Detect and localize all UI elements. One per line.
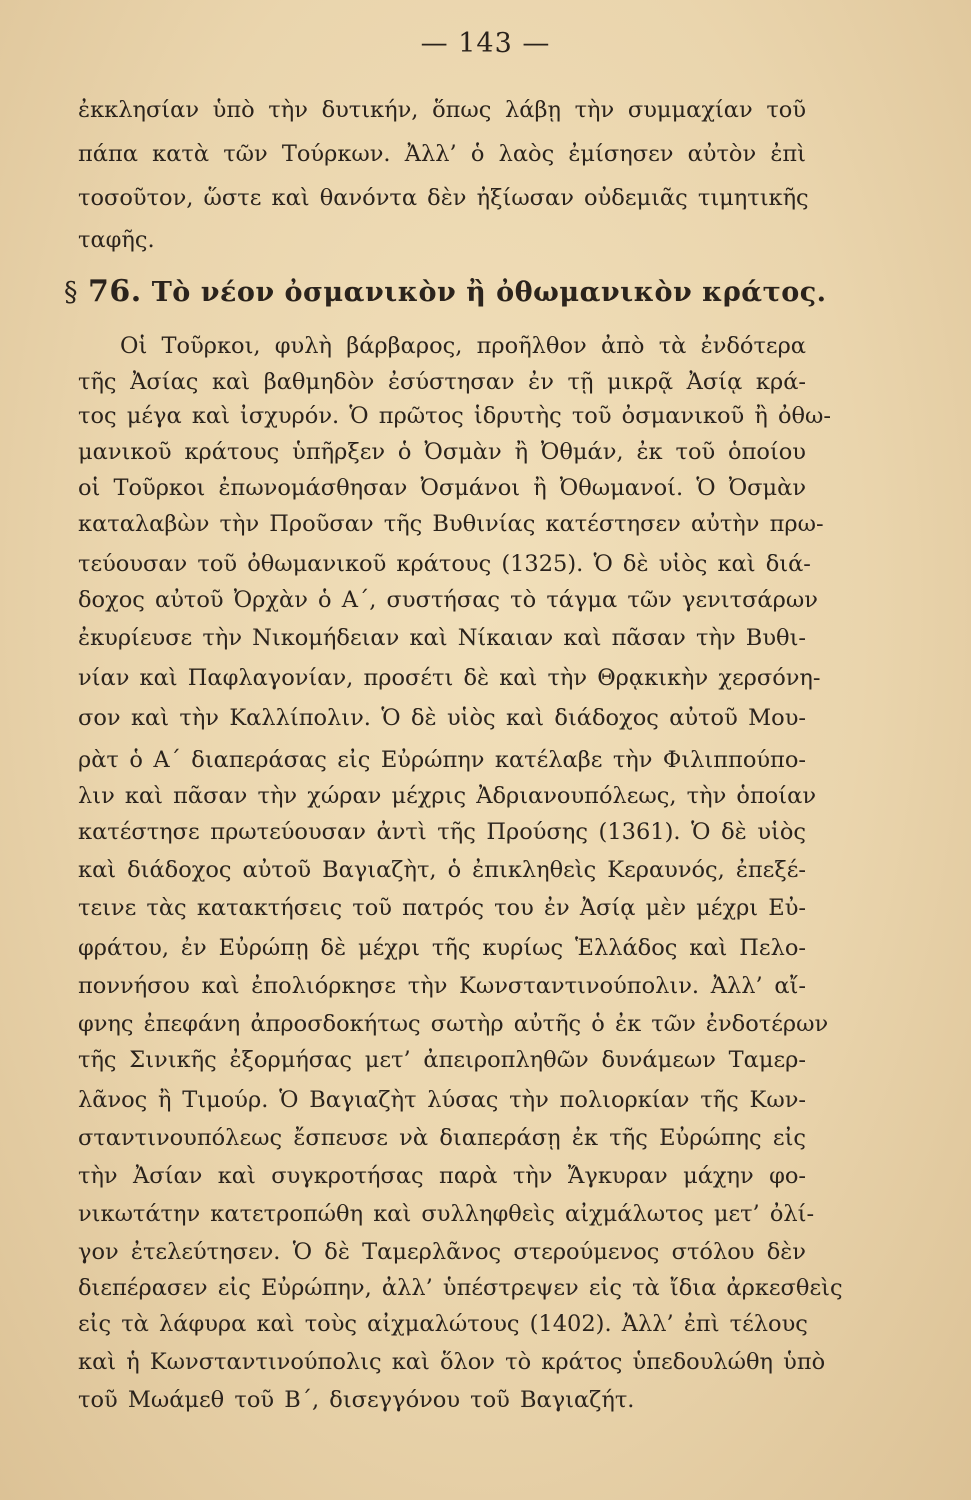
- text-line: ἐκυρίευσε τὴν Νικομήδειαν καὶ Νίκαιαν καὶ πᾶσαν τὴν Βυθι-: [78, 625, 806, 651]
- text-line: λᾶνος ἢ Τιμούρ. Ὁ Βαγιαζὴτ λύσας τὴν πολιορκίαν τῆς Κων-: [78, 1087, 806, 1113]
- text-line: τῆς Σινικῆς ἐξορμήσας μετ’ ἀπειροπληθῶν δυνάμεων Ταμερ-: [78, 1047, 806, 1073]
- text-line: σον καὶ τὴν Καλλίπολιν. Ὁ δὲ υἱὸς καὶ διάδοχος αὐτοῦ Μου-: [78, 705, 806, 731]
- text-line: λιν καὶ πᾶσαν τὴν χώραν μέχρις Ἀδριανουπόλεως, τὴν ὁποίαν: [78, 783, 816, 809]
- text-line: κατέστησε πρωτεύουσαν ἀντὶ τῆς Προύσης (1361). Ὁ δὲ υἱὸς: [78, 819, 806, 845]
- text-line: καταλαβὼν τὴν Προῦσαν τῆς Βυθινίας κατέστησεν αὐτὴν πρω-: [78, 511, 824, 537]
- page-number: — 143 —: [420, 28, 551, 59]
- section-number: 76.: [88, 274, 142, 309]
- section-title: Τὸ νέον ὀσμανικὸν ἢ ὀθωμανικὸν κράτος.: [151, 277, 827, 308]
- text-line: σταντινουπόλεως ἔσπευσε νὰ διαπεράσῃ ἐκ τῆς Εὐρώπης εἰς: [78, 1125, 806, 1151]
- text-line: καὶ διάδοχος αὐτοῦ Βαγιαζὴτ, ὁ ἐπικληθεὶς Κεραυνός, ἐπεξέ-: [78, 857, 806, 883]
- text-line: γον ἐτελεύτησεν. Ὁ δὲ Ταμερλᾶνος στερούμενος στόλου δὲν: [78, 1239, 806, 1265]
- text-line: φνης ἐπεφάνη ἀπροσδοκήτως σωτὴρ αὐτῆς ὁ ἐκ τῶν ἐνδοτέρων: [78, 1011, 829, 1037]
- section-sign: §: [64, 277, 78, 308]
- text-line: Οἱ Τοῦρκοι, φυλὴ βάρβαρος, προῆλθον ἀπὸ τὰ ἐνδότερα: [120, 333, 806, 359]
- text-line: καὶ ἡ Κωνσταντινούπολις καὶ ὅλον τὸ κράτος ὑπεδουλώθη ὑπὸ: [78, 1349, 826, 1375]
- text-line: τοῦ Μωάμεθ τοῦ Β΄, δισεγγόνου τοῦ Βαγιαζήτ.: [78, 1387, 635, 1413]
- text-line: ταφῆς.: [78, 227, 155, 253]
- text-line: νικωτάτην κατετροπώθη καὶ συλληφθεὶς αἰχμάλωτος μετ’ ὀλί-: [78, 1201, 815, 1227]
- text-line: ποννήσου καὶ ἐπολιόρκησε τὴν Κωνσταντινούπολιν. Ἀλλ’ αἴ-: [78, 973, 806, 999]
- text-line: μανικοῦ κράτους ὑπῆρξεν ὁ Ὀσμὰν ἢ Ὀθμάν, ἐκ τοῦ ὁποίου: [78, 439, 806, 465]
- text-line: τῆς Ἀσίας καὶ βαθμηδὸν ἐσύστησαν ἐν τῇ μικρᾷ Ἀσίᾳ κρά-: [78, 369, 806, 395]
- text-line: νίαν καὶ Παφλαγονίαν, προσέτι δὲ καὶ τὴν Θρᾳκικὴν χερσόνη-: [78, 665, 821, 691]
- text-line: τεύουσαν τοῦ ὀθωμανικοῦ κράτους (1325). Ὁ δὲ υἱὸς καὶ διά-: [78, 551, 811, 577]
- text-line: τεινε τὰς κατακτήσεις τοῦ πατρός του ἐν Ἀσίᾳ μὲν μέχρι Εὐ-: [78, 895, 806, 921]
- text-line: πάπα κατὰ τῶν Τούρκων. Ἀλλ’ ὁ λαὸς ἐμίσησεν αὐτὸν ἐπὶ: [78, 141, 806, 167]
- text-line: ἐκκλησίαν ὑπὸ τὴν δυτικήν, ὅπως λάβῃ τὴν συμμαχίαν τοῦ: [78, 97, 806, 123]
- text-line: ρὰτ ὁ Α΄ διαπεράσας εἰς Εὐρώπην κατέλαβε τὴν Φιλιππούπο-: [78, 747, 806, 773]
- text-line: δοχος αὐτοῦ Ὀρχὰν ὁ Α΄, συστήσας τὸ τάγμα τῶν γενιτσάρων: [78, 587, 818, 613]
- text-line: εἰς τὰ λάφυρα καὶ τοὺς αἰχμαλώτους (1402). Ἀλλ’ ἐπὶ τέλους: [78, 1311, 808, 1337]
- text-line: τος μέγα καὶ ἰσχυρόν. Ὁ πρῶτος ἱδρυτὴς τοῦ ὀσμανικοῦ ἢ ὀθω-: [78, 403, 832, 429]
- section-heading: [64, 274, 827, 309]
- text-line: διεπέρασεν εἰς Εὐρώπην, ἀλλ’ ὑπέστρεψεν εἰς τὰ ἴδια ἀρκεσθεὶς: [78, 1275, 843, 1301]
- text-line: τὴν Ἀσίαν καὶ συγκροτήσας παρὰ τὴν Ἄγκυραν μάχην φο-: [78, 1163, 806, 1189]
- text-line: τοσοῦτον, ὥστε καὶ θανόντα δὲν ἠξίωσαν οὐδεμιᾶς τιμητικῆς: [78, 185, 809, 211]
- text-line: φράτου, ἐν Εὐρώπῃ δὲ μέχρι τῆς κυρίως Ἑλλάδος καὶ Πελο-: [78, 935, 806, 961]
- text-line: οἱ Τοῦρκοι ἐπωνομάσθησαν Ὀσμάνοι ἢ Ὀθωμανοί. Ὁ Ὀσμὰν: [78, 475, 806, 501]
